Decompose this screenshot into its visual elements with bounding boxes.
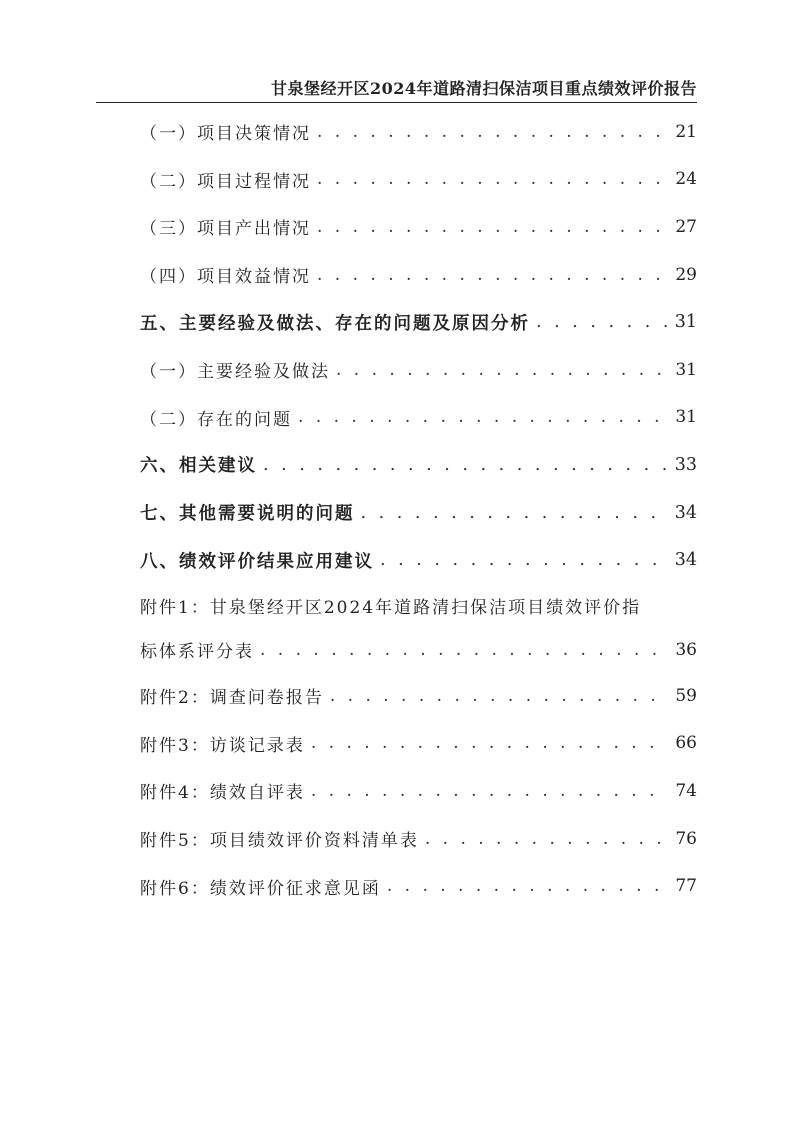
- toc-entry-label: （二）存在的问题: [140, 409, 292, 430]
- toc-leader: [361, 503, 668, 523]
- toc-entry[interactable]: [140, 441, 697, 489]
- toc-entry[interactable]: [140, 156, 697, 204]
- toc-entry-label: 附件5：项目绩效评价资料清单表: [140, 831, 419, 852]
- toc-entry-label: 附件3：访谈记录表: [140, 735, 305, 756]
- toc-entry[interactable]: [140, 298, 697, 346]
- toc-leader: [317, 217, 667, 237]
- toc-entry-page: 31: [674, 312, 697, 333]
- toc-leader: [387, 876, 667, 896]
- toc-entry-page: 33: [674, 454, 697, 475]
- running-header: 甘泉堡经开区2024年道路清扫保洁项目重点绩效评价报告: [270, 79, 697, 98]
- toc-leader: [298, 407, 667, 427]
- toc-entry-page: 77: [675, 876, 697, 897]
- toc-entry-label: 附件6：绩效评价征求意见函: [140, 878, 381, 899]
- toc-entry-label: （一）主要经验及做法: [140, 362, 330, 383]
- toc-entry-page: 31: [675, 359, 697, 380]
- toc-entry-label: 附件4：绩效自评表: [140, 783, 305, 804]
- toc-entry-label: 附件2：调查问卷报告: [140, 688, 324, 709]
- toc-entry-page: 29: [675, 264, 697, 285]
- table-of-contents: [140, 108, 697, 910]
- toc-entry-label: （二）项目过程情况: [140, 171, 311, 192]
- toc-entry[interactable]: [140, 394, 697, 442]
- toc-entry-label: 五、主要经验及做法、存在的问题及原因分析: [140, 313, 530, 334]
- toc-entry-page: 74: [675, 780, 697, 801]
- toc-leader: [317, 265, 667, 285]
- toc-entry[interactable]: [140, 767, 697, 815]
- toc-entry-label: 附件1：甘泉堡经开区2024年道路清扫保洁项目绩效评价指: [140, 598, 642, 619]
- toc-entry-page: 21: [675, 121, 697, 142]
- toc-entry-label: 八、绩效评价结果应用建议: [140, 551, 374, 572]
- toc-leader: [263, 455, 667, 475]
- toc-leader: [536, 312, 667, 332]
- toc-leader: [425, 829, 667, 849]
- toc-entry-line1[interactable]: [140, 584, 697, 628]
- toc-entry-page: 34: [674, 550, 697, 571]
- toc-entry-page: 59: [675, 685, 697, 706]
- toc-leader: [311, 733, 667, 753]
- toc-entry-label: （一）项目决策情况: [140, 124, 311, 145]
- toc-entry-label: （四）项目效益情况: [140, 267, 311, 288]
- toc-leader: [380, 550, 667, 570]
- toc-entry[interactable]: [140, 628, 697, 672]
- toc-entry[interactable]: [140, 720, 697, 768]
- toc-entry-page: 27: [675, 216, 697, 237]
- toc-entry-label: 七、其他需要说明的问题: [140, 504, 355, 525]
- toc-leader: [336, 360, 667, 380]
- toc-leader: [311, 781, 667, 801]
- toc-entry[interactable]: [140, 672, 697, 720]
- toc-entry-page: 31: [675, 407, 697, 428]
- toc-entry-label: 标体系评分表: [140, 642, 254, 663]
- toc-entry[interactable]: [140, 536, 697, 584]
- toc-entry-page: 24: [675, 169, 697, 190]
- toc-entry[interactable]: [140, 203, 697, 251]
- toc-entry[interactable]: [140, 489, 697, 537]
- header-rule: [96, 102, 697, 103]
- toc-entry[interactable]: [140, 251, 697, 299]
- toc-leader: [330, 686, 667, 706]
- toc-leader: [317, 122, 667, 142]
- toc-entry-page: 36: [675, 639, 697, 660]
- toc-entry-page: 66: [675, 733, 697, 754]
- toc-leader: [260, 640, 667, 660]
- toc-entry[interactable]: [140, 346, 697, 394]
- toc-entry[interactable]: [140, 108, 697, 156]
- toc-entry-label: （三）项目产出情况: [140, 219, 311, 240]
- toc-leader: [317, 169, 667, 189]
- toc-entry-page: 34: [674, 502, 697, 523]
- toc-entry-label: 六、相关建议: [140, 456, 257, 477]
- toc-entry[interactable]: [140, 862, 697, 910]
- toc-entry-page: 76: [675, 828, 697, 849]
- toc-entry[interactable]: [140, 815, 697, 863]
